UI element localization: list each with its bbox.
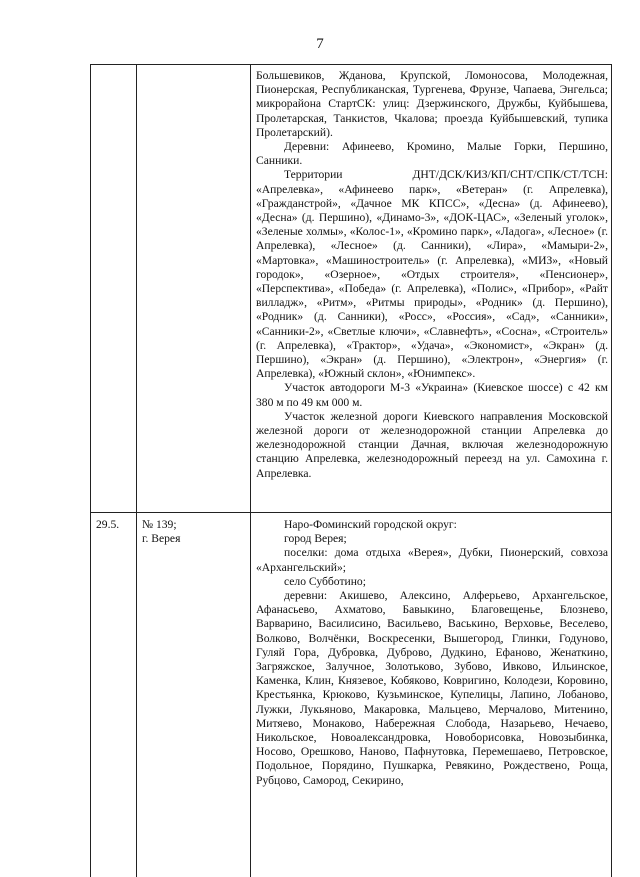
row-1-paragraph: Участок железной дороги Киевского направления Московской железной дороги от железнодорожной станции Апрелевка до железнодорожной станции Дачная, включая железнодорожную станцию Апрелевка, железнодорожный переезд на ул. Самохина г. Апрелевка. [256,409,608,480]
row-separator [90,512,612,513]
row-2-paragraph: город Верея; [284,532,347,546]
table-divider-2 [250,64,251,877]
table-border-right [611,64,612,877]
row-1-paragraph: Большевиков, Жданова, Крупской, Ломоносова, Молодежная, Пионерская, Республиканская, Тургенева, Фрунзе, Чапаева, Энгельса; микрорайона СтартСК: улиц: Дзержинского, Дружбы, Куйбышева, Пролетарская, Танкистов, Чкалова; проезда Куйбышевский, тупика Пролетарский). [256,69,608,139]
row-1-paragraph: Территории ДНТ/ДСК/КИЗ/КП/СНТ/СПК/СТ/ТСН: «Апрелевка», «Афинеево парк», «Ветеран» (г. Апрелевка), «Гражданстрой», «Дачное МК КПСС», «Десна» (д. Афинеево), «Десна» (д. Першино), «Динамо-3», «ДОК-ЦАС», «Зеленый уголок», «Зеленые холмы», «Колос-1», «Кромино парк», «Ладога», «Лесное» (г. Апрелевка), «Лесное» (д. Санники), «Лира», «Мамыри-2», «Мартовка», «Машиностроитель» (г. Апрелевка), «МИЗ», «Новый городок», «Озерное», «Отдых строителя», «Пенсионер», «Перспектива», «Победа» (г. Апрелевка), «Полис», «Прибор», «Райт вилладж», «Ритм», «Ритмы природы», «Родник» (д. Першино), «Родник» (д. Санники), «Росс», «Россия», «Сад», «Санники», «Санники-2», «Светлые ключи», «Славнефть», «Сосна», «Строитель» (г. Апрелевка), «Трактор», «Удача», «Экономист», «Экран» (д. Першино), «Экран» (д. Першино), «Электрон», «Энергия» (г. Апрелевка), «Южный склон», «Юнимпекс». [256,168,608,381]
row-1-paragraph: Деревни: Афинеево, Кромино, Малые Горки, Першино, Санники. [256,140,608,168]
table-divider-1 [136,64,137,877]
table-row-1-content [256,69,608,481]
page-number: 7 [316,36,324,52]
table-row-2-content [256,518,608,788]
row-2-paragraph: поселки: дома отдыха «Верея», Дубки, Пионерский, совхоза «Архангельский»; [256,546,608,574]
row-2-paragraph: деревни: Акишево, Алексино, Алферьево, Архангельское, Афанасьево, Ахматово, Бавыкино, Благовещенье, Блознево, Варварино, Василисино, Васильево, Васькино, Верховье, Веселево, Волково, Волчёнки, Воскресенки, Вышегород, Глинки, Годуново, Гуляй Гора, Дубровка, Дуброво, Дудкино, Ефаново, Женаткино, Загряжское, Залучное, Золотьково, Зубово, Ивково, Ильинское, Каменка, Клин, Князевое, Кобяково, Ковригино, Колодези, Коровино, Крестьянка, Крюково, Кузьминское, Купелицы, Лапино, Лобаново, Лужки, Лукьяново, Макаровка, Мальцево, Мерчалово, Митенино, Митяево, Монаково, Набережная Слобода, Назарьево, Нечаево, Никольское, Новоалександровка, Новоборисовка, Новозыбинка, Носово, Орешково, Наново, Пафнутовка, Перемешаево, Петровское, Подольное, Порядино, Пушкарка, Ревякино, Рождествено, Роща, Рубцово, Самород, Секирино, [256,589,608,787]
district-table [90,64,612,877]
row-2-paragraph: Наро-Фоминский городской округ: [284,518,457,531]
table-border-left [90,64,91,877]
row-1-paragraph: Участок автодороги М-3 «Украина» (Киевское шоссе) с 42 км 380 м по 49 км 000 м. [256,381,608,409]
row-number: 29.5. [96,518,120,531]
district-name: № 139; г. Верея [142,518,181,546]
table-border-top [90,64,612,65]
row-2-paragraph: село Субботино; [284,574,366,588]
